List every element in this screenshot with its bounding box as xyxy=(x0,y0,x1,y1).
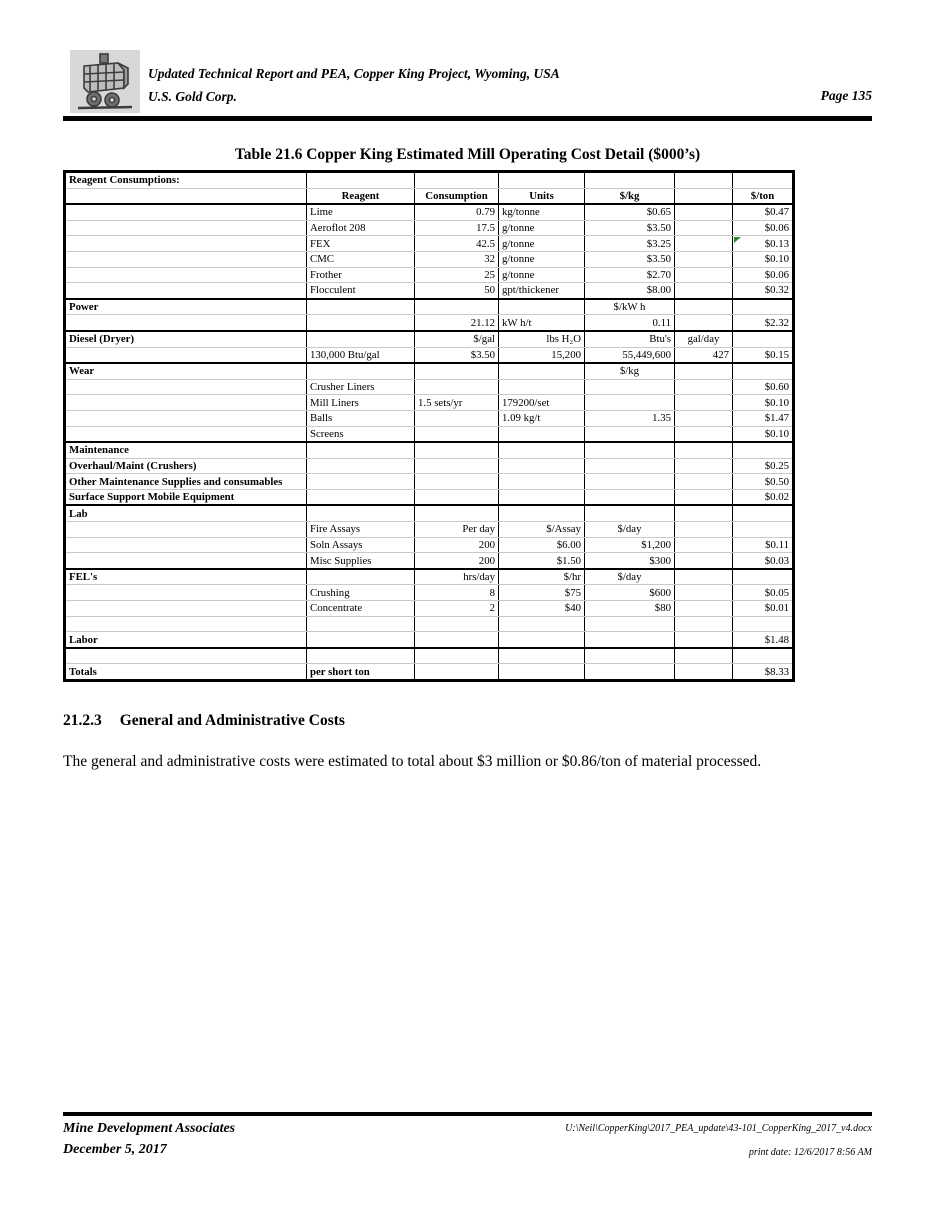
table-row xyxy=(65,537,794,553)
table-cell: Lab xyxy=(65,505,307,521)
table-cell xyxy=(675,522,733,538)
table-cell: $0.10 xyxy=(733,395,794,411)
table-cell xyxy=(675,601,733,617)
table-cell: Reagent xyxy=(307,188,415,204)
table-cell: $3.25 xyxy=(585,236,675,252)
table-cell xyxy=(675,283,733,299)
table-cell xyxy=(499,664,585,681)
table-cell xyxy=(415,379,499,395)
table-cell xyxy=(675,426,733,442)
table-cell: per short ton xyxy=(307,664,415,681)
table-row xyxy=(65,648,794,664)
table-row xyxy=(65,363,794,379)
table-cell: Crusher Liners xyxy=(307,379,415,395)
table-row xyxy=(65,458,794,474)
table-cell xyxy=(585,632,675,648)
table-cell: Balls xyxy=(307,410,415,426)
table-cell xyxy=(675,632,733,648)
table-cell: $600 xyxy=(585,585,675,601)
table-cell xyxy=(675,537,733,553)
table-cell: $0.13 xyxy=(733,236,794,252)
table-cell: $0.65 xyxy=(585,204,675,220)
table-cell xyxy=(415,505,499,521)
table-cell: $/gal xyxy=(415,331,499,347)
table-cell xyxy=(65,204,307,220)
table-cell: $3.50 xyxy=(415,347,499,363)
table-cell: Maintenance xyxy=(65,442,307,458)
table-cell: $1.47 xyxy=(733,410,794,426)
table-cell: $0.05 xyxy=(733,585,794,601)
table-cell: $8.33 xyxy=(733,664,794,681)
header-rule xyxy=(63,116,872,121)
table-cell xyxy=(585,474,675,490)
table-row xyxy=(65,204,794,220)
table-cell: Surface Support Mobile Equipment xyxy=(65,489,307,505)
table-cell: 32 xyxy=(415,251,499,267)
table-cell: Other Maintenance Supplies and consumables xyxy=(65,474,307,490)
table-cell: $2.32 xyxy=(733,315,794,331)
table-cell: $80 xyxy=(585,601,675,617)
table-cell: $0.06 xyxy=(733,220,794,236)
table-cell xyxy=(499,458,585,474)
table-cell xyxy=(733,505,794,521)
table-cell xyxy=(65,188,307,204)
table-cell: $8.00 xyxy=(585,283,675,299)
table-cell: 55,449,600 xyxy=(585,347,675,363)
report-title: Updated Technical Report and PEA, Copper King Project, Wyoming, USA xyxy=(148,66,560,81)
table-row xyxy=(65,474,794,490)
table-row xyxy=(65,188,794,204)
table-cell: Screens xyxy=(307,426,415,442)
table-cell: Overhaul/Maint (Crushers) xyxy=(65,458,307,474)
table-cell: $/Assay xyxy=(499,522,585,538)
table-cell xyxy=(499,442,585,458)
table-cell: $1.48 xyxy=(733,632,794,648)
table-cell xyxy=(415,458,499,474)
table-cell: $0.01 xyxy=(733,601,794,617)
table-cell xyxy=(733,331,794,347)
table-cell: $0.32 xyxy=(733,283,794,299)
footer-file-path: U:\Neil\CopperKing\2017_PEA_update\43-101_CopperKing_2017_v4.docx xyxy=(565,1123,872,1134)
table-cell: gal/day xyxy=(675,331,733,347)
table-cell xyxy=(65,616,307,632)
table-cell: g/tonne xyxy=(499,220,585,236)
section-number: 21.2.3 xyxy=(63,712,102,729)
table-cell: kW h/t xyxy=(499,315,585,331)
table-cell xyxy=(585,489,675,505)
table-cell: 200 xyxy=(415,537,499,553)
table-cell xyxy=(65,553,307,569)
table-cell xyxy=(307,489,415,505)
table-cell xyxy=(65,585,307,601)
table-cell xyxy=(307,172,415,189)
table-row xyxy=(65,585,794,601)
table-cell xyxy=(675,648,733,664)
table-cell: g/tonne xyxy=(499,251,585,267)
table-cell: Units xyxy=(499,188,585,204)
table-cell: $3.50 xyxy=(585,220,675,236)
table-cell xyxy=(733,299,794,315)
table-cell: 200 xyxy=(415,553,499,569)
table-cell: $0.47 xyxy=(733,204,794,220)
table-row xyxy=(65,505,794,521)
table-cell xyxy=(675,489,733,505)
table-cell xyxy=(733,522,794,538)
table-cell xyxy=(499,648,585,664)
table-cell xyxy=(415,489,499,505)
table-cell xyxy=(65,426,307,442)
table-cell xyxy=(65,395,307,411)
table-cell xyxy=(499,426,585,442)
table-row xyxy=(65,632,794,648)
table-cell xyxy=(307,648,415,664)
table-cell xyxy=(65,410,307,426)
table-row xyxy=(65,664,794,681)
table-row xyxy=(65,299,794,315)
table-cell: $0.11 xyxy=(733,537,794,553)
table-cell xyxy=(65,347,307,363)
table-cell xyxy=(675,172,733,189)
table-cell: g/tonne xyxy=(499,267,585,283)
table-row xyxy=(65,426,794,442)
table-cell: $/kW h xyxy=(585,299,675,315)
table-cell: Consumption xyxy=(415,188,499,204)
table-cell xyxy=(585,379,675,395)
table-cell xyxy=(675,616,733,632)
table-row xyxy=(65,331,794,347)
table-cell xyxy=(415,664,499,681)
table-cell: gpt/thickener xyxy=(499,283,585,299)
table-cell xyxy=(307,331,415,347)
table-cell: Diesel (Dryer) xyxy=(65,331,307,347)
table-cell xyxy=(675,442,733,458)
table-cell xyxy=(65,601,307,617)
table-cell: kg/tonne xyxy=(499,204,585,220)
table-cell xyxy=(415,426,499,442)
table-cell xyxy=(307,458,415,474)
table-cell xyxy=(675,395,733,411)
body-paragraph: The general and administrative costs were estimated to total about $3 million or $0.86/ton of material processed. xyxy=(63,753,762,770)
table-cell xyxy=(415,616,499,632)
table-cell: Flocculent xyxy=(307,283,415,299)
table-cell: $/day xyxy=(585,522,675,538)
table-cell xyxy=(675,585,733,601)
table-cell: $0.25 xyxy=(733,458,794,474)
table-cell xyxy=(499,172,585,189)
table-cell xyxy=(415,442,499,458)
mine-cart-logo-icon xyxy=(70,100,140,117)
table-cell xyxy=(307,474,415,490)
table-cell: 2 xyxy=(415,601,499,617)
table-cell xyxy=(675,315,733,331)
table-cell: $0.60 xyxy=(733,379,794,395)
table-cell xyxy=(307,315,415,331)
table-cell xyxy=(675,379,733,395)
table-row xyxy=(65,236,794,252)
table-row xyxy=(65,315,794,331)
table-cell: 50 xyxy=(415,283,499,299)
table-cell: 1.35 xyxy=(585,410,675,426)
table-cell xyxy=(307,363,415,379)
table-cell: $6.00 xyxy=(499,537,585,553)
table-cell: FEL's xyxy=(65,569,307,585)
table-row xyxy=(65,220,794,236)
table-cell xyxy=(733,172,794,189)
table-cell: Wear xyxy=(65,363,307,379)
table-cell xyxy=(499,505,585,521)
table-row xyxy=(65,410,794,426)
table-cell: $0.03 xyxy=(733,553,794,569)
table-cell xyxy=(675,204,733,220)
comment-marker-icon xyxy=(734,237,741,243)
table-cell xyxy=(65,283,307,299)
table-cell: 179200/set xyxy=(499,395,585,411)
table-cell xyxy=(65,251,307,267)
table-row xyxy=(65,395,794,411)
footer-rule xyxy=(63,1112,872,1116)
table-cell xyxy=(499,616,585,632)
table-row xyxy=(65,283,794,299)
table-cell xyxy=(499,474,585,490)
table-cell: $0.15 xyxy=(733,347,794,363)
table-cell xyxy=(675,267,733,283)
table-cell xyxy=(415,632,499,648)
table-cell xyxy=(585,505,675,521)
table-cell xyxy=(65,537,307,553)
table-cell xyxy=(415,299,499,315)
table-cell: 0.79 xyxy=(415,204,499,220)
footer-date: December 5, 2017 xyxy=(63,1142,167,1157)
table-cell xyxy=(675,236,733,252)
table-row xyxy=(65,347,794,363)
table-cell: CMC xyxy=(307,251,415,267)
table-cell xyxy=(675,363,733,379)
table-cell xyxy=(499,632,585,648)
table-cell: $/kg xyxy=(585,188,675,204)
table-cell xyxy=(675,410,733,426)
table-cell xyxy=(585,426,675,442)
table-row xyxy=(65,601,794,617)
table-cell xyxy=(415,410,499,426)
table-cell xyxy=(733,648,794,664)
table-cell: Soln Assays xyxy=(307,537,415,553)
table-cell: Per day xyxy=(415,522,499,538)
table-row xyxy=(65,379,794,395)
table-cell: Labor xyxy=(65,632,307,648)
table-cell: 42.5 xyxy=(415,236,499,252)
table-cell xyxy=(675,251,733,267)
section-title: General and Administrative Costs xyxy=(119,712,345,729)
section-heading xyxy=(63,712,345,730)
table-cell xyxy=(585,664,675,681)
table-cell: Crushing xyxy=(307,585,415,601)
table-cell xyxy=(733,363,794,379)
table-cell xyxy=(585,648,675,664)
table-cell xyxy=(65,315,307,331)
table-cell xyxy=(585,616,675,632)
table-cell: Frother xyxy=(307,267,415,283)
table-cell xyxy=(307,632,415,648)
table-cell: 130,000 Btu/gal xyxy=(307,347,415,363)
table-cell: 1.09 kg/t xyxy=(499,410,585,426)
table-cell: 21.12 xyxy=(415,315,499,331)
table-cell: 25 xyxy=(415,267,499,283)
table-cell: $0.10 xyxy=(733,251,794,267)
table-title: Table 21.6 Copper King Estimated Mill Operating Cost Detail ($000’s) xyxy=(234,146,701,163)
table-cell: Misc Supplies xyxy=(307,553,415,569)
table-cell: 15,200 xyxy=(499,347,585,363)
table-cell: Fire Assays xyxy=(307,522,415,538)
table-cell xyxy=(65,648,307,664)
table-cell: Mill Liners xyxy=(307,395,415,411)
table-cell: Concentrate xyxy=(307,601,415,617)
table-cell xyxy=(499,363,585,379)
table-cell: $3.50 xyxy=(585,251,675,267)
table-cell xyxy=(499,489,585,505)
table-cell xyxy=(733,442,794,458)
table-cell: $1,200 xyxy=(585,537,675,553)
table-cell xyxy=(499,299,585,315)
table-cell xyxy=(65,220,307,236)
table-cell xyxy=(585,172,675,189)
table-cell xyxy=(675,299,733,315)
table-row xyxy=(65,251,794,267)
table-cell: lbs H₂O xyxy=(499,331,585,347)
footer-print-date: print date: 12/6/2017 8:56 AM xyxy=(748,1147,872,1158)
table-cell xyxy=(585,442,675,458)
table-cell: g/tonne xyxy=(499,236,585,252)
table-cell: $0.10 xyxy=(733,426,794,442)
table-cell: $75 xyxy=(499,585,585,601)
table-cell: 0.11 xyxy=(585,315,675,331)
table-cell: hrs/day xyxy=(415,569,499,585)
table-cell xyxy=(307,299,415,315)
table-cell: Reagent Consumptions: xyxy=(65,172,307,189)
mill-operating-cost-table xyxy=(63,170,795,682)
table-cell xyxy=(415,648,499,664)
table-cell: 1.5 sets/yr xyxy=(415,395,499,411)
table-row xyxy=(65,553,794,569)
table-cell xyxy=(307,569,415,585)
table-cell xyxy=(675,553,733,569)
table-cell xyxy=(415,474,499,490)
table-cell: $300 xyxy=(585,553,675,569)
table-cell: FEX xyxy=(307,236,415,252)
table-cell xyxy=(415,363,499,379)
page-number: Page 135 xyxy=(820,88,872,103)
table-cell: Btu's xyxy=(585,331,675,347)
table-cell: $0.06 xyxy=(733,267,794,283)
table-cell xyxy=(675,220,733,236)
table-cell xyxy=(307,616,415,632)
table-cell xyxy=(675,569,733,585)
table-cell xyxy=(675,474,733,490)
table-cell xyxy=(499,379,585,395)
table-cell xyxy=(65,379,307,395)
table-cell xyxy=(307,442,415,458)
company-logo xyxy=(70,50,140,113)
table-cell xyxy=(675,664,733,681)
table-row xyxy=(65,442,794,458)
table-cell xyxy=(307,505,415,521)
table-cell xyxy=(675,188,733,204)
table-cell: 427 xyxy=(675,347,733,363)
footer-company: Mine Development Associates xyxy=(63,1121,236,1136)
table-cell: $0.02 xyxy=(733,489,794,505)
table-cell: $2.70 xyxy=(585,267,675,283)
table-cell: $0.50 xyxy=(733,474,794,490)
table-cell xyxy=(65,236,307,252)
table-cell: $/ton xyxy=(733,188,794,204)
table-row xyxy=(65,172,794,189)
table-cell: Totals xyxy=(65,664,307,681)
table-cell: Power xyxy=(65,299,307,315)
table-cell: Aeroflot 208 xyxy=(307,220,415,236)
table-cell xyxy=(65,267,307,283)
table-cell: $1.50 xyxy=(499,553,585,569)
table-row xyxy=(65,267,794,283)
table-cell: 17.5 xyxy=(415,220,499,236)
table-cell: $40 xyxy=(499,601,585,617)
table-row xyxy=(65,616,794,632)
table-cell: $/kg xyxy=(585,363,675,379)
table-cell: Lime xyxy=(307,204,415,220)
table-cell xyxy=(733,616,794,632)
table-cell: $/hr xyxy=(499,569,585,585)
table-cell xyxy=(415,172,499,189)
table-cell xyxy=(585,395,675,411)
table-cell: $/day xyxy=(585,569,675,585)
company-name: U.S. Gold Corp. xyxy=(148,89,237,104)
table-cell xyxy=(585,458,675,474)
table-cell xyxy=(65,522,307,538)
table-cell xyxy=(675,458,733,474)
table-cell xyxy=(733,569,794,585)
table-row xyxy=(65,489,794,505)
table-row xyxy=(65,522,794,538)
table-row xyxy=(65,569,794,585)
table-cell xyxy=(675,505,733,521)
table-cell: 8 xyxy=(415,585,499,601)
